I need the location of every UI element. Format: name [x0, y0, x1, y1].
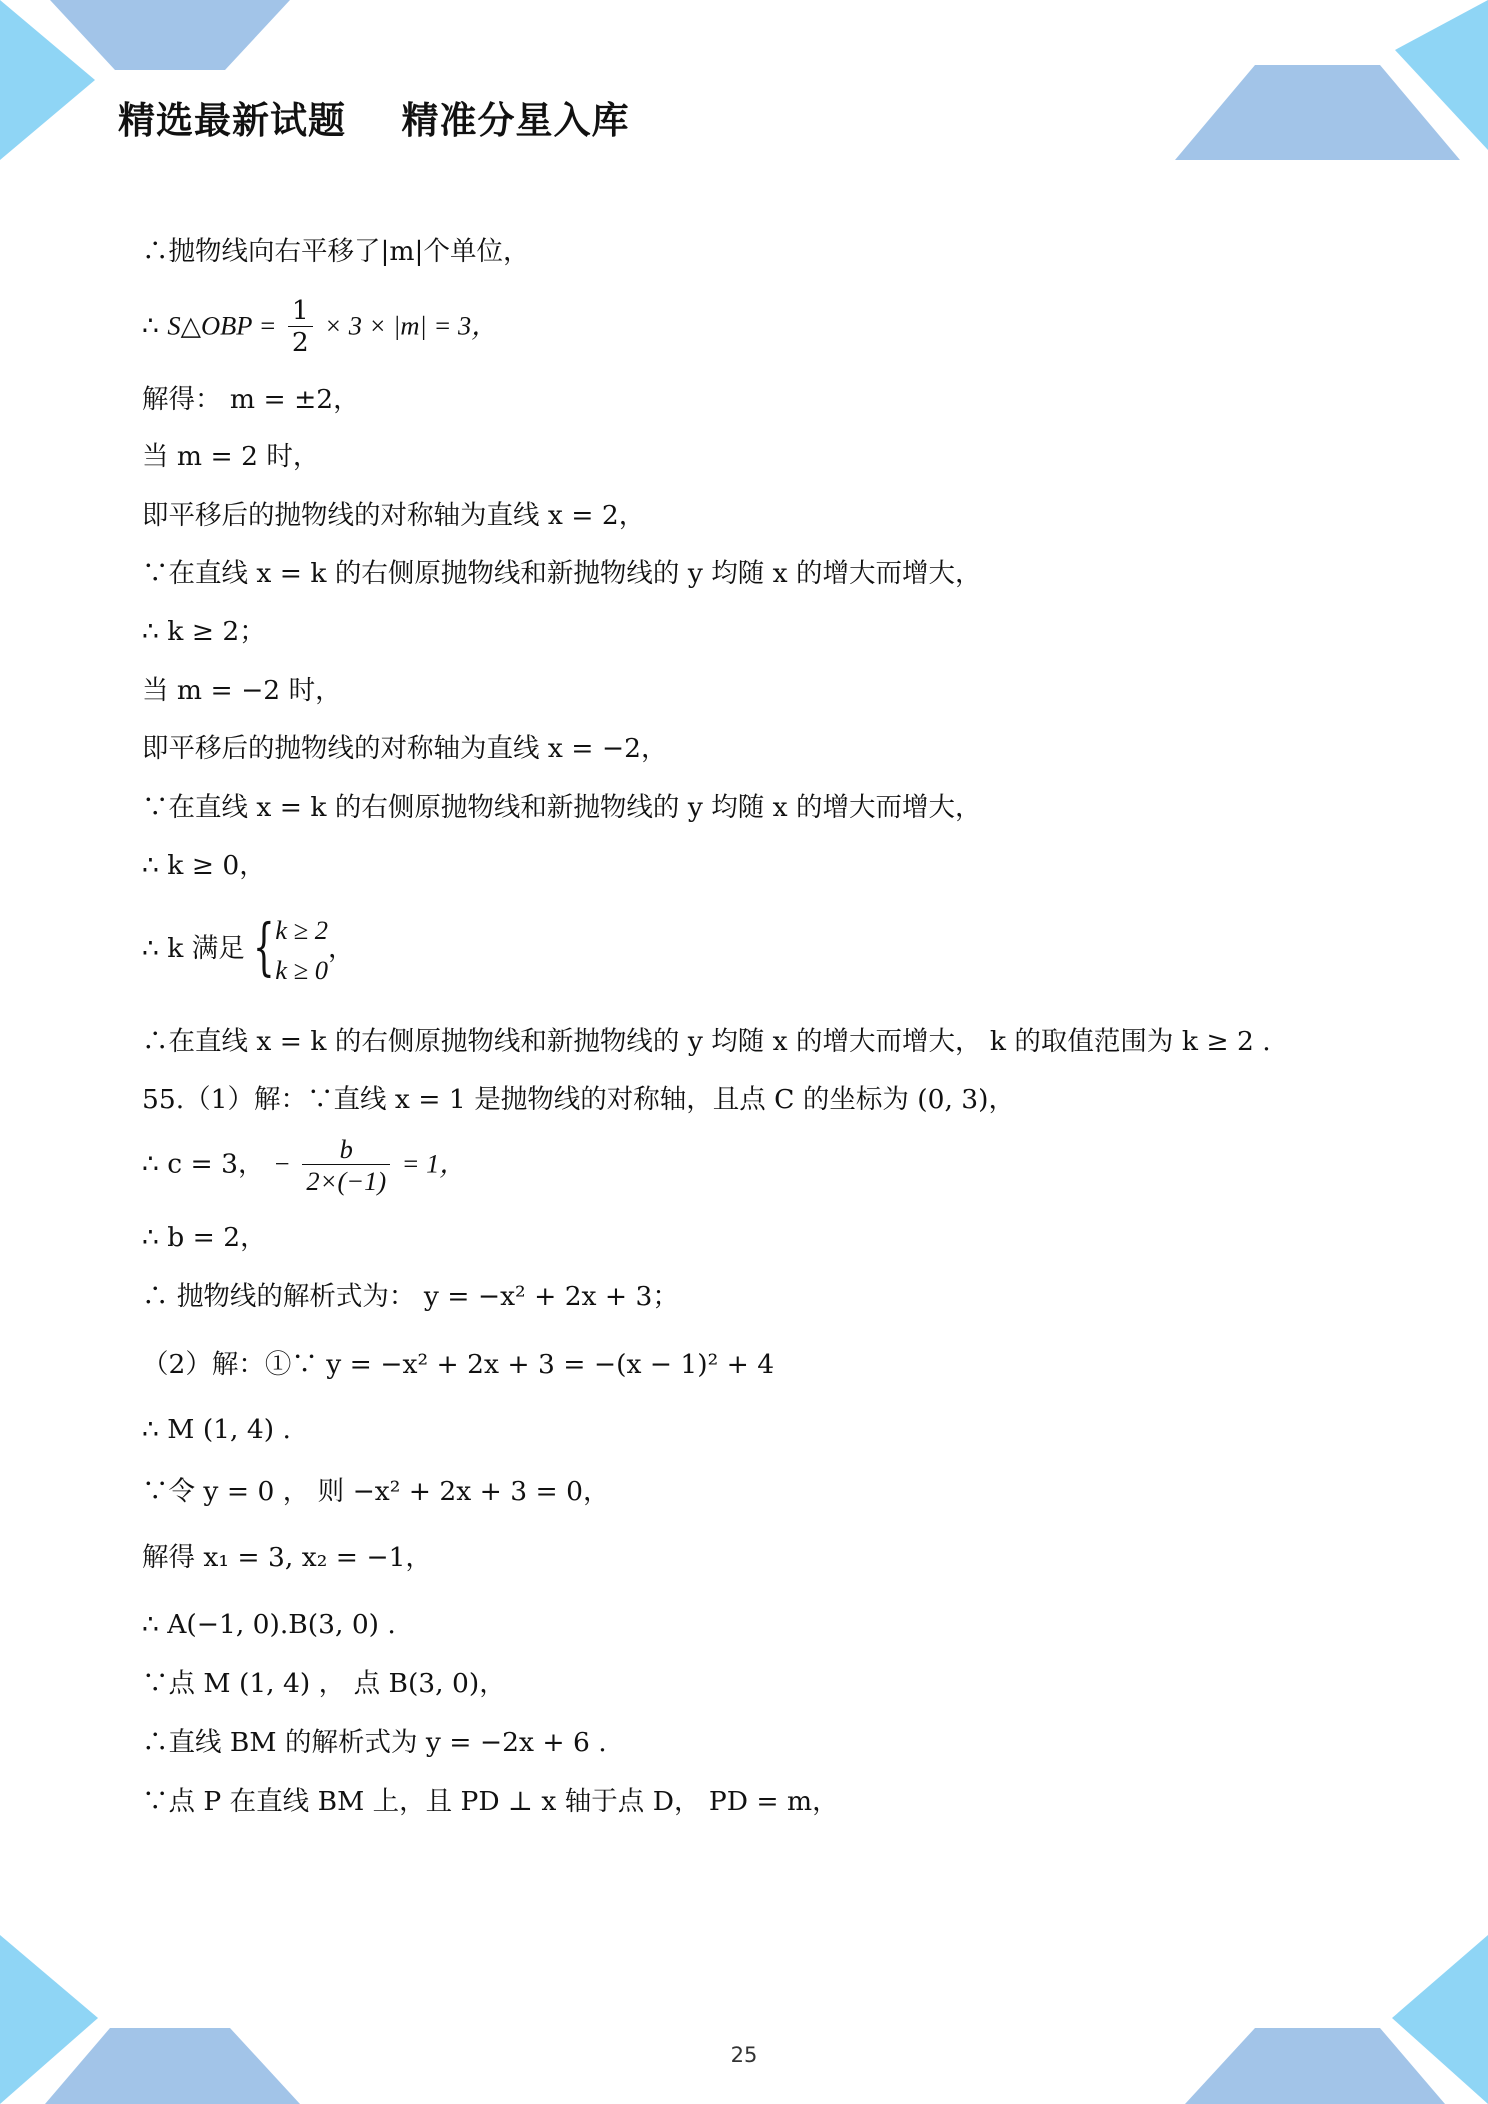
- text-line: ∴直线 BM 的解析式为 y = −2x + 6 .: [142, 1727, 607, 1758]
- text-line: ∴ A(−1, 0).B(3, 0) .: [142, 1609, 396, 1640]
- text-line: 即平移后的抛物线的对称轴为直线 x = 2，: [142, 500, 646, 531]
- text-line: 解得 x₁ = 3, x₂ = −1，: [142, 1542, 432, 1573]
- fraction-numerator: b: [302, 1134, 390, 1165]
- inequality-system: [253, 910, 328, 990]
- text-line: 当 m = 2 时，: [142, 441, 320, 472]
- area-lhs: S△OBP =: [167, 310, 277, 341]
- text-line: ∵在直线 x = k 的右侧原抛物线和新抛物线的 y 均随 x 的增大而增大，: [142, 558, 982, 589]
- text-line: ∴ 抛物线的解析式为： y = −x² + 2x + 3；: [142, 1281, 679, 1312]
- text-line: ∴ M (1, 4) .: [142, 1414, 291, 1445]
- text-line: ∵点 P 在直线 BM 上，且 PD ⊥ x 轴于点 D， PD = m，: [142, 1786, 839, 1817]
- text-line: ∴ b = 2，: [142, 1222, 267, 1253]
- text-line: 解得： m = ±2，: [142, 384, 360, 415]
- question-55: 55.（1）解：∵直线 x = 1 是抛物线的对称轴，且点 C 的坐标为 (0, 3)，: [142, 1084, 1015, 1115]
- text-line: ∴ k ≥ 2；: [142, 616, 266, 647]
- brace-icon: {: [253, 910, 275, 983]
- text-line: ∴在直线 x = k 的右侧原抛物线和新抛物线的 y 均随 x 的增大而增大， k 的取值范围为 k ≥ 2 .: [142, 1026, 1271, 1057]
- text-line: 即平移后的抛物线的对称轴为直线 x = −2，: [142, 733, 668, 764]
- system-row-1: k ≥ 2: [275, 915, 329, 945]
- c-equation: [142, 1134, 466, 1197]
- text-line: ∵在直线 x = k 的右侧原抛物线和新抛物线的 y 均随 x 的增大而增大，: [142, 792, 982, 823]
- text-line: ∵点 M (1, 4) ， 点 B(3, 0)，: [142, 1668, 506, 1699]
- corner-trapezoid-top-right: [1175, 65, 1460, 160]
- c-value: ∴ c = 3，: [142, 1148, 265, 1180]
- system-prefix: ∴ k 满足: [142, 933, 245, 964]
- therefore-symbol: ∴: [142, 310, 159, 342]
- corner-trapezoid-top-left: [50, 0, 290, 70]
- text-line: ∵令 y = 0 ， 则 −x² + 2x + 3 = 0，: [142, 1476, 610, 1507]
- system-line: [142, 910, 355, 990]
- page-number: 25: [730, 2043, 758, 2067]
- fraction-b: [302, 1134, 390, 1197]
- system-tail: ，: [328, 933, 355, 964]
- text-line: （2）解：①∵ y = −x² + 2x + 3 = −(x − 1)² + 4: [142, 1349, 775, 1380]
- text-line: ∴抛物线向右平移了|m|个单位，: [142, 236, 530, 267]
- fraction-half: [288, 296, 313, 359]
- fraction-numerator: 1: [288, 296, 313, 327]
- c-eq-lhs: −: [272, 1148, 291, 1179]
- system-row-2: k ≥ 0: [275, 955, 329, 985]
- text-line: ∴ k ≥ 0，: [142, 850, 266, 881]
- header-title: 精选最新试题 精准分星入库: [118, 99, 630, 142]
- area-equation: [142, 296, 498, 359]
- c-eq-rhs: = 1，: [401, 1148, 466, 1179]
- text-line: 当 m = −2 时，: [142, 675, 342, 706]
- fraction-denominator: 2: [291, 327, 309, 358]
- area-rhs: × 3 × |m| = 3，: [324, 310, 498, 341]
- fraction-denominator: 2×(−1): [306, 1166, 387, 1196]
